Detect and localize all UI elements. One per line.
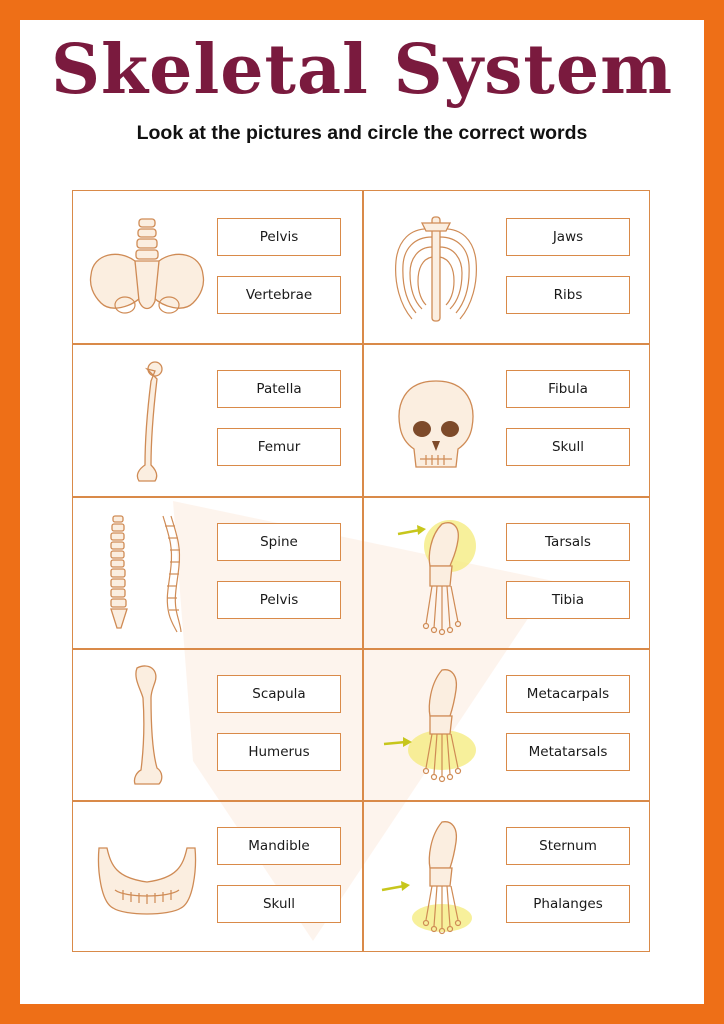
answer-option-mandible[interactable]: Mandible bbox=[217, 827, 341, 865]
answer-option-humerus[interactable]: Humerus bbox=[217, 733, 341, 771]
worksheet-cell bbox=[73, 496, 362, 648]
worksheet-cell bbox=[73, 343, 362, 495]
answer-option-fibula[interactable]: Fibula bbox=[506, 370, 630, 408]
answer-option-jaws[interactable]: Jaws bbox=[506, 218, 630, 256]
answer-option-metacarpals[interactable]: Metacarpals bbox=[506, 675, 630, 713]
worksheet-cell bbox=[362, 191, 651, 343]
answer-option-tarsals[interactable]: Tarsals bbox=[506, 523, 630, 561]
answer-option-skull[interactable]: Skull bbox=[506, 428, 630, 466]
pelvis-icon bbox=[81, 201, 213, 333]
answer-option-scapula[interactable]: Scapula bbox=[217, 675, 341, 713]
answer-option-patella[interactable]: Patella bbox=[217, 370, 341, 408]
answer-option-skull[interactable]: Skull bbox=[217, 885, 341, 923]
answer-option-sternum[interactable]: Sternum bbox=[506, 827, 630, 865]
worksheet-cell bbox=[73, 800, 362, 952]
skull-icon bbox=[370, 353, 502, 485]
answer-option-metatarsals[interactable]: Metatarsals bbox=[506, 733, 630, 771]
mandible-icon bbox=[81, 810, 213, 942]
worksheet-grid bbox=[72, 190, 650, 952]
answer-option-pelvis[interactable]: Pelvis bbox=[217, 581, 341, 619]
worksheet-cell bbox=[362, 496, 651, 648]
foot-tarsals-icon bbox=[370, 506, 502, 638]
answer-option-tibia[interactable]: Tibia bbox=[506, 581, 630, 619]
page-title: Skeletal System bbox=[50, 30, 674, 110]
worksheet-cell bbox=[73, 191, 362, 343]
worksheet-cell bbox=[362, 800, 651, 952]
instruction-text: Look at the pictures and circle the correct words bbox=[136, 122, 588, 144]
answer-option-phalanges[interactable]: Phalanges bbox=[506, 885, 630, 923]
answer-option-spine[interactable]: Spine bbox=[217, 523, 341, 561]
ribcage-icon bbox=[370, 201, 502, 333]
spine-icon bbox=[81, 506, 213, 638]
answer-option-pelvis[interactable]: Pelvis bbox=[217, 218, 341, 256]
answer-option-femur[interactable]: Femur bbox=[217, 428, 341, 466]
foot-phalanges-icon bbox=[370, 810, 502, 942]
worksheet-cell bbox=[362, 648, 651, 800]
worksheet-cell bbox=[73, 648, 362, 800]
foot-metatarsals-icon bbox=[370, 658, 502, 790]
femur-icon bbox=[81, 353, 213, 485]
answer-option-ribs[interactable]: Ribs bbox=[506, 276, 630, 314]
humerus-icon bbox=[81, 658, 213, 790]
answer-option-vertebrae[interactable]: Vertebrae bbox=[217, 276, 341, 314]
worksheet-cell bbox=[362, 343, 651, 495]
